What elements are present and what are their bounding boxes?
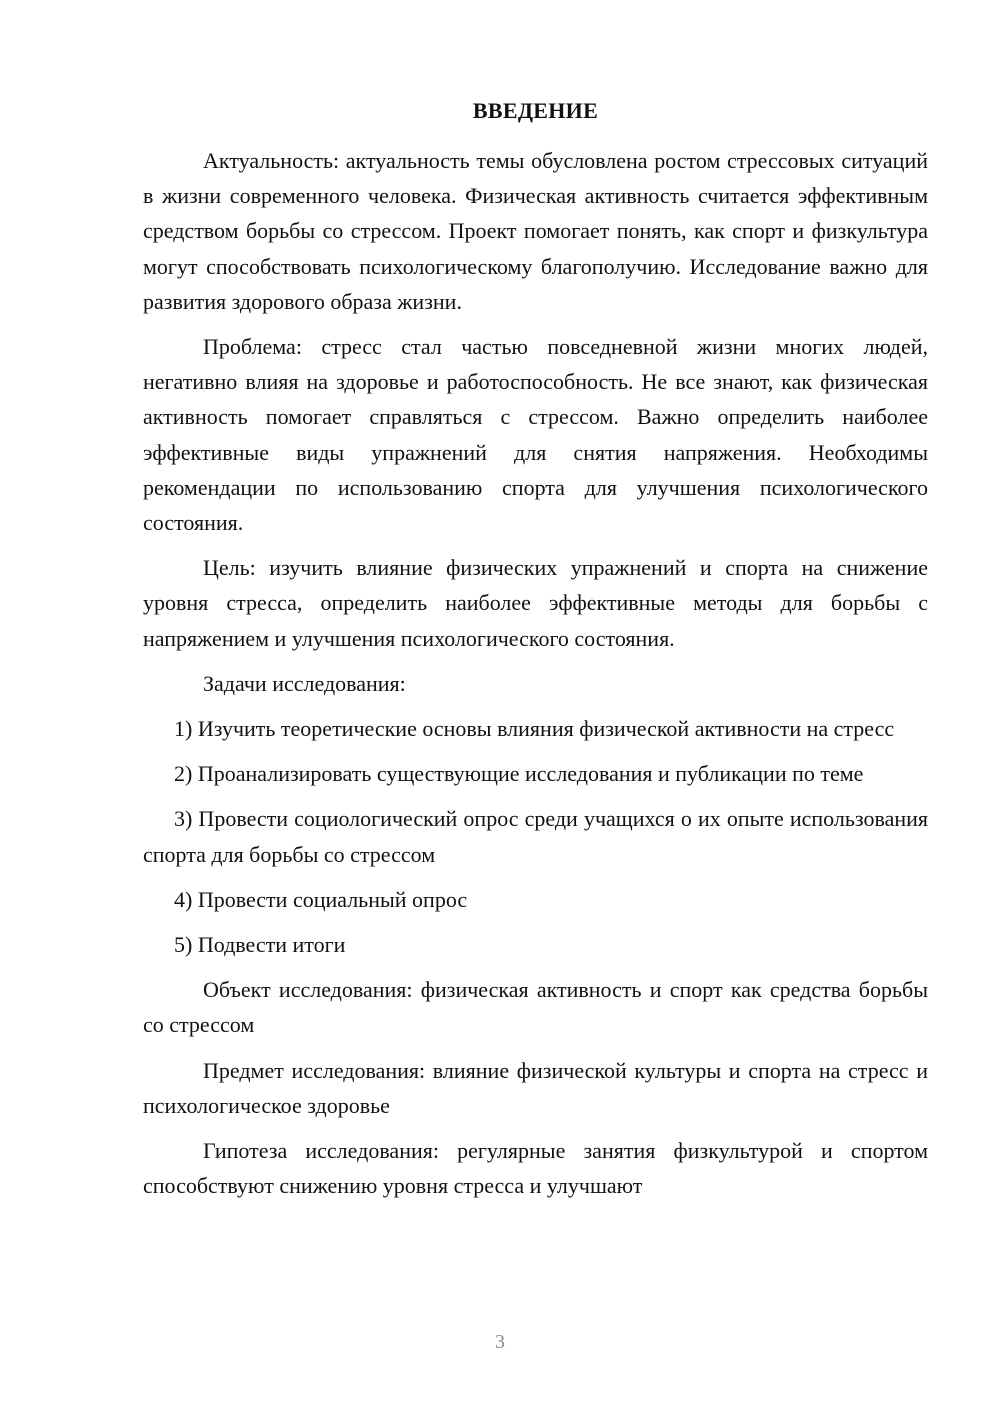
- task-item-5: 5) Подвести итоги: [174, 932, 346, 958]
- goal-paragraph: Цель: изучить влияние физических упражнений и спорта на снижение уровня стресса, определить наиболее эффективные методы для борьбы с напряжением и улучшения психологического состояния.: [143, 555, 928, 651]
- task-item-3: 3) Провести социологический опрос среди учащихся о их опыте использования спорта для борьбы со стрессом: [143, 806, 928, 867]
- page-number: 3: [495, 1331, 505, 1353]
- tasks-title: Задачи исследования:: [203, 670, 406, 696]
- object-paragraph: Объект исследования: физическая активность и спорт как средства борьбы со стрессом: [143, 977, 928, 1038]
- task-item-1: 1) Изучить теоретические основы влияния физической активности на стресс: [174, 716, 895, 742]
- section-heading: ВВЕДЕНИЕ: [472, 98, 599, 123]
- relevance-paragraph: Актуальность: актуальность темы обусловлена ростом стрессовых ситуаций в жизни современного человека. Физическая активность считается эффективным средством борьбы со стрессом. Проект помогает понять, как спорт и физкультура могут способствовать психологическому благополучию. Исследование важно для развития здорового образа жизни.: [143, 148, 928, 314]
- task-item-2: 2) Проанализировать существующие исследования и публикации по теме: [174, 761, 864, 787]
- document-page: [143, 95, 928, 1213]
- task-item-4: 4) Провести социальный опрос: [174, 886, 468, 912]
- subject-paragraph: Предмет исследования: влияние физической культуры и спорта на стресс и психологическое здоровье: [143, 1057, 928, 1118]
- hypothesis-paragraph: Гипотеза исследования: регулярные занятия физкультурой и спортом способствуют снижению уровня стресса и улучшают: [143, 1138, 928, 1199]
- problem-paragraph: Проблема: стресс стал частью повседневной жизни многих людей, негативно влияя на здоровье и работоспособность. Не все знают, как физическая активность помогает справляться с стрессом. Важно определить наиболее эффективные виды упражнений для снятия напряжения. Необходимы рекомендации по использованию спорта для улучшения психологического состояния.: [143, 334, 928, 536]
